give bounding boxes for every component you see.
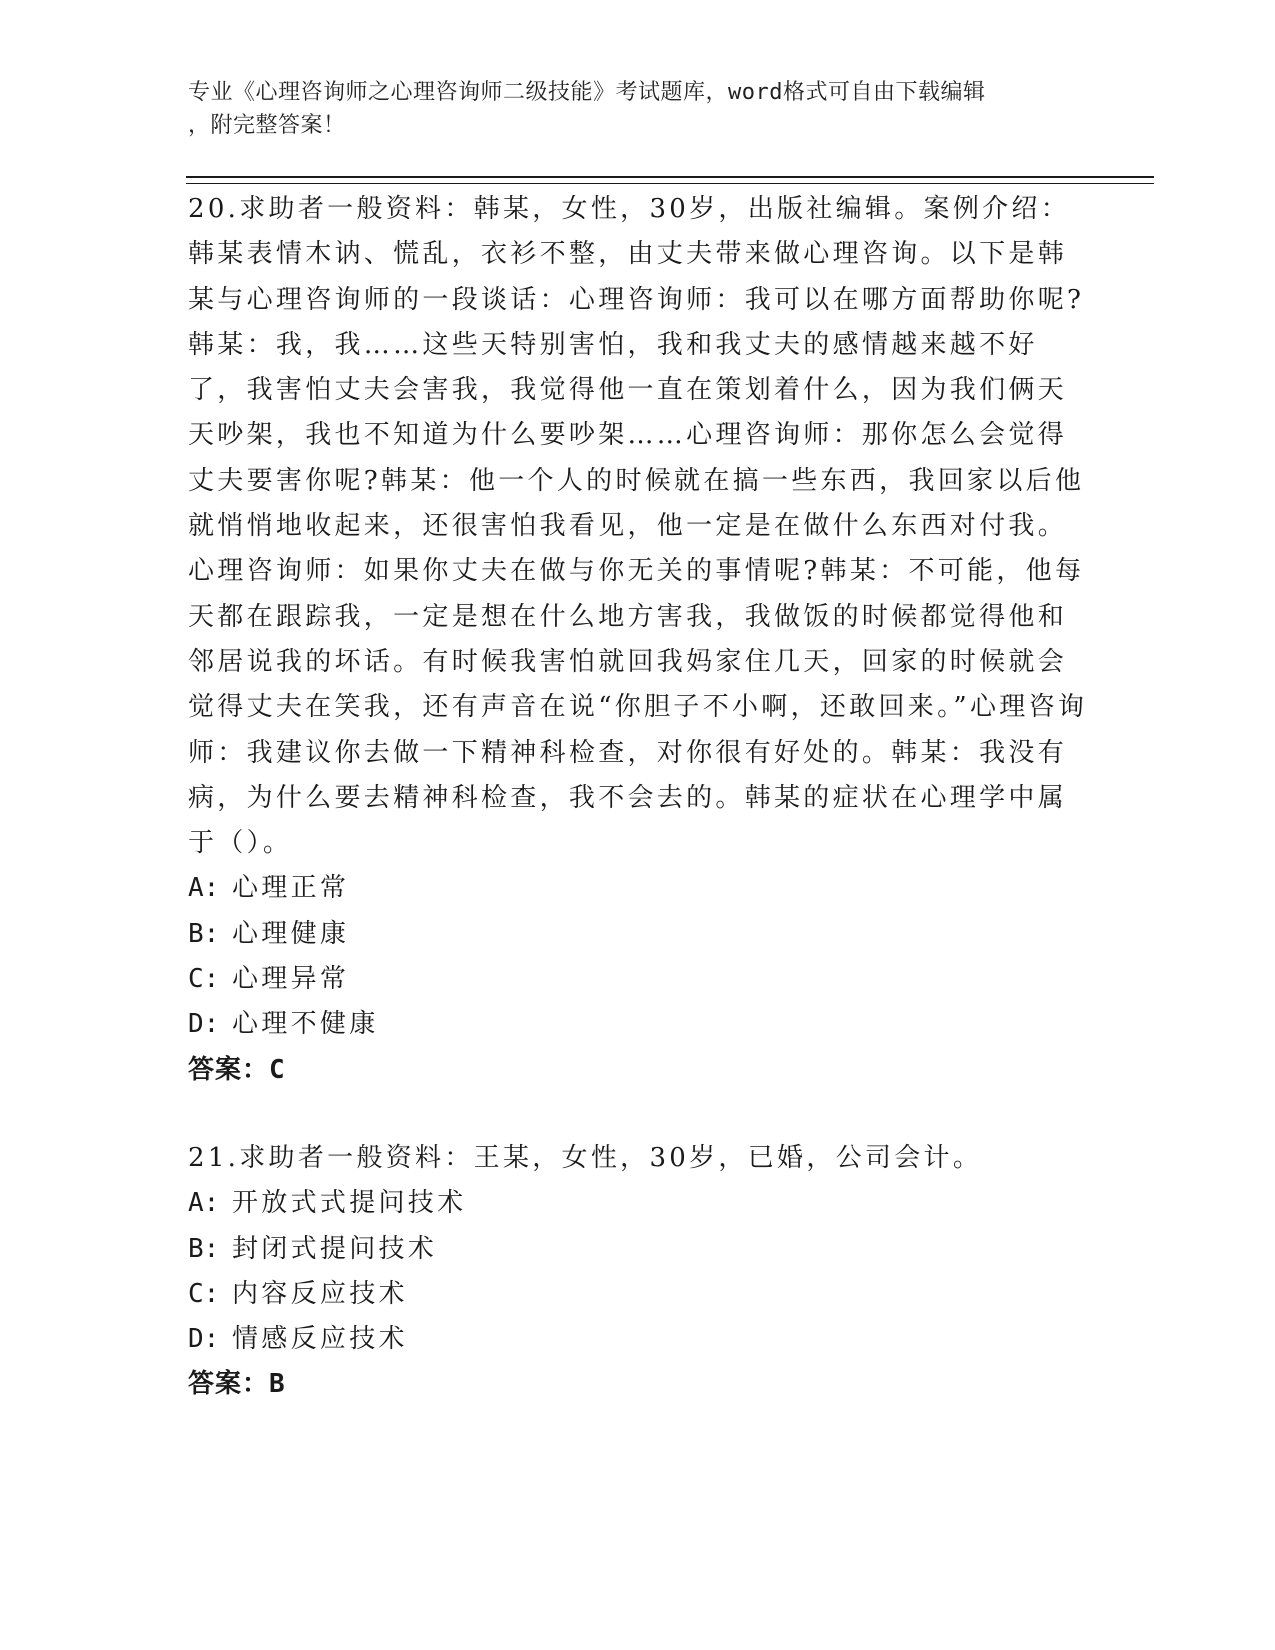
header-divider-thick	[186, 176, 1154, 178]
option-d	[188, 1317, 1088, 1362]
option-text: 情感反应技术	[232, 1324, 408, 1355]
option-text: 封闭式提问技术	[232, 1233, 438, 1264]
answer-value: C	[269, 1054, 286, 1085]
option-text: 心理正常	[232, 873, 350, 904]
option-a	[188, 866, 1088, 911]
answer-label: 答案：	[188, 1369, 270, 1400]
option-letter: A:	[188, 1188, 220, 1219]
question-list	[188, 187, 1088, 1408]
answer-label: 答案：	[188, 1054, 270, 1085]
option-text: 开放式式提问技术	[232, 1188, 467, 1219]
option-c	[188, 957, 1088, 1002]
option-text: 心理异常	[232, 964, 350, 995]
option-text: 内容反应技术	[232, 1278, 408, 1309]
question-20	[188, 187, 1088, 1093]
option-text: 心理健康	[232, 918, 350, 949]
option-letter: D:	[188, 1009, 220, 1040]
document-header	[188, 76, 1068, 142]
option-letter: D:	[188, 1324, 220, 1355]
option-b	[188, 912, 1088, 957]
option-d	[188, 1002, 1088, 1047]
option-letter: C:	[188, 964, 220, 995]
question-21	[188, 1136, 1088, 1408]
option-c	[188, 1272, 1088, 1317]
option-text: 心理不健康	[232, 1009, 379, 1040]
option-a	[188, 1181, 1088, 1226]
header-divider-thin	[186, 183, 1154, 184]
option-b	[188, 1227, 1088, 1272]
header-line-2: ，附完整答案！	[188, 113, 346, 138]
question-spacer	[188, 1093, 1088, 1136]
option-letter: B:	[188, 918, 220, 949]
answer-line	[188, 1048, 1088, 1093]
answer-value: B	[269, 1369, 286, 1400]
option-letter: A:	[188, 873, 220, 904]
option-letter: B:	[188, 1233, 220, 1264]
question-stem: 21.求助者一般资料：王某，女性，30岁，已婚，公司会计。	[188, 1142, 983, 1173]
answer-line	[188, 1362, 1088, 1407]
question-stem: 20.求助者一般资料：韩某，女性，30岁，出版社编辑。案例介绍：韩某表情木讷、慌乱，衣衫不整，由丈夫带来做心理咨询。以下是韩某与心理咨询师的一段谈话：心理咨询师：我可以在哪方面帮助你呢?韩某：我，我……这些天特别害怕，我和我丈夫的感情越来越不好了，我害怕丈夫会害我，我觉得他一直在策划着什么，因为我们俩天天吵架，我也不知道为什么要吵架……心理咨询师：那你怎么会觉得丈夫要害你呢?韩某：他一个人的时候就在搞一些东西，我回家以后他就悄悄地收起来，还很害怕我看见，他一定是在做什么东西对付我。心理咨询师：如果你丈夫在做与你无关的事情呢?韩某：不可能，他每天都在跟踪我，一定是想在什么地方害我，我做饭的时候都觉得他和邻居说我的坏话。有时候我害怕就回我妈家住几天，回家的时候就会觉得丈夫在笑我，还有声音在说“你胆子不小啊，还敢回来。”心理咨询师：我建议你去做一下精神科检查，对你很有好处的。韩某：我没有病，为什么要去精神科检查，我不会去的。韩某的症状在心理学中属于（）。	[188, 194, 1088, 859]
header-line-1: 专业《心理咨询师之心理咨询师二级技能》考试题库，word格式可自由下载编辑	[188, 80, 986, 105]
option-letter: C:	[188, 1278, 220, 1309]
